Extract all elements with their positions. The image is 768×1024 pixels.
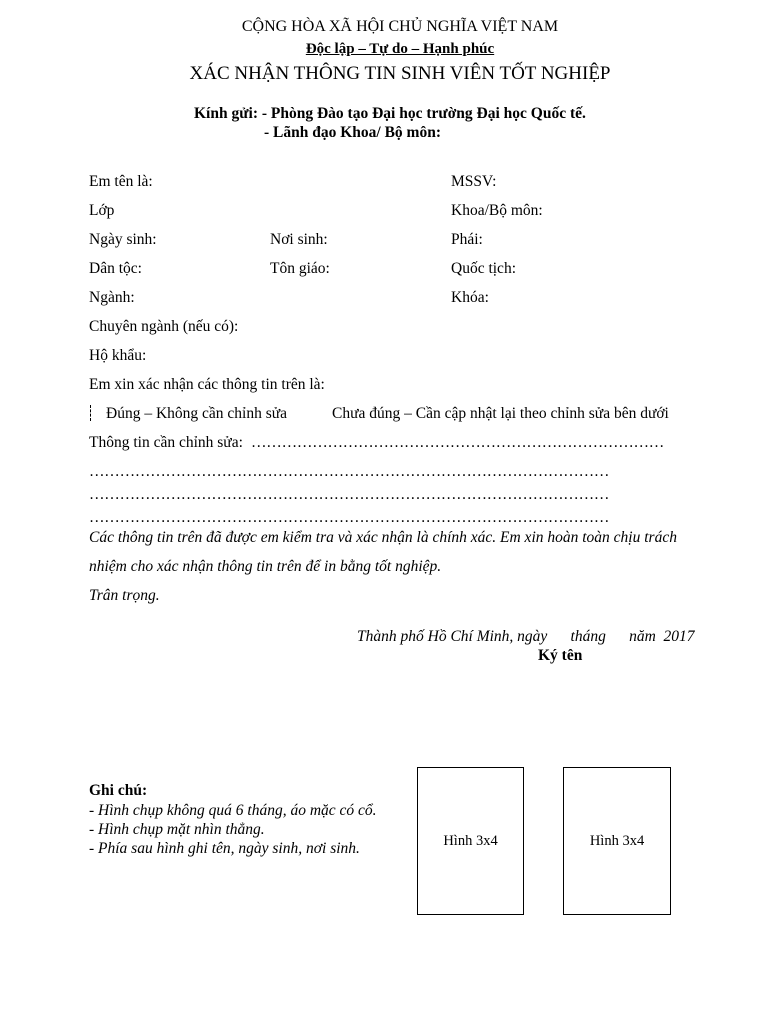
document-title: XÁC NHẬN THÔNG TIN SINH VIÊN TỐT NGHIỆP bbox=[189, 63, 611, 84]
note-item: - Hình chụp không quá 6 tháng, áo mặc có cổ. bbox=[89, 802, 377, 819]
option-incorrect-label: Chưa đúng – Cần cập nhật lại theo chỉnh sửa bên dưới bbox=[332, 405, 669, 422]
field-specialization: Chuyên ngành (nếu có): bbox=[89, 318, 239, 335]
note-item: - Phía sau hình ghi tên, ngày sinh, nơi sinh. bbox=[89, 840, 360, 857]
field-dob: Ngày sinh: bbox=[89, 231, 157, 248]
statement-line-2: nhiệm cho xác nhận thông tin trên để in bằng tốt nghiệp. bbox=[89, 558, 442, 575]
corrections-line-3[interactable]: ………………………………………………………………………………………… bbox=[89, 486, 610, 503]
checkbox-correct[interactable] bbox=[90, 405, 91, 421]
signature-label: Ký tên bbox=[538, 647, 583, 664]
corrections-line-1[interactable]: ……………………………………………………………………… bbox=[251, 434, 665, 451]
field-faculty: Khoa/Bộ môn: bbox=[451, 202, 543, 219]
country-heading: CỘNG HÒA XÃ HỘI CHỦ NGHĨA VIỆT NAM bbox=[241, 18, 559, 35]
photo-box-2 bbox=[563, 767, 671, 915]
field-major: Ngành: bbox=[89, 289, 135, 306]
field-name: Em tên là: bbox=[89, 173, 153, 190]
field-gender: Phái: bbox=[451, 231, 483, 248]
field-class: Lớp bbox=[89, 202, 115, 219]
confirm-prompt: Em xin xác nhận các thông tin trên là: bbox=[89, 376, 325, 393]
notes-heading: Ghi chú: bbox=[89, 782, 148, 799]
photo-box-label: Hình 3x4 bbox=[443, 832, 498, 849]
recipient-line-2: - Lãnh đạo Khoa/ Bộ môn: bbox=[264, 124, 442, 141]
photo-box-label: Hình 3x4 bbox=[589, 832, 645, 849]
field-religion: Tôn giáo: bbox=[270, 260, 330, 277]
closing: Trân trọng. bbox=[89, 587, 160, 604]
corrections-line-4[interactable]: ………………………………………………………………………………………… bbox=[89, 509, 610, 526]
recipient-line-1: Kính gửi: - Phòng Đào tạo Đại học trường Đại học Quốc tế. bbox=[194, 105, 586, 122]
corrections-line-2[interactable]: ………………………………………………………………………………………… bbox=[89, 463, 610, 480]
corrections-label: Thông tin cần chỉnh sửa: bbox=[89, 434, 243, 451]
option-correct-label: Đúng – Không cần chỉnh sửa bbox=[106, 405, 288, 422]
place-date: Thành phố Hồ Chí Minh, ngày tháng năm 2017 bbox=[357, 628, 695, 645]
field-student-id: MSSV: bbox=[451, 173, 497, 190]
motto: Độc lập – Tự do – Hạnh phúc bbox=[305, 41, 495, 57]
field-residence: Hộ khẩu: bbox=[89, 347, 147, 364]
field-birthplace: Nơi sinh: bbox=[270, 231, 328, 248]
statement-line-1: Các thông tin trên đã được em kiểm tra và xác nhận là chính xác. Em xin hoàn toàn chịu trách bbox=[89, 529, 677, 546]
photo-box-1 bbox=[417, 767, 524, 915]
field-ethnicity: Dân tộc: bbox=[89, 260, 142, 277]
note-item: - Hình chụp mặt nhìn thẳng. bbox=[89, 821, 265, 838]
field-nationality: Quốc tịch: bbox=[451, 260, 516, 277]
field-cohort: Khóa: bbox=[451, 289, 489, 306]
